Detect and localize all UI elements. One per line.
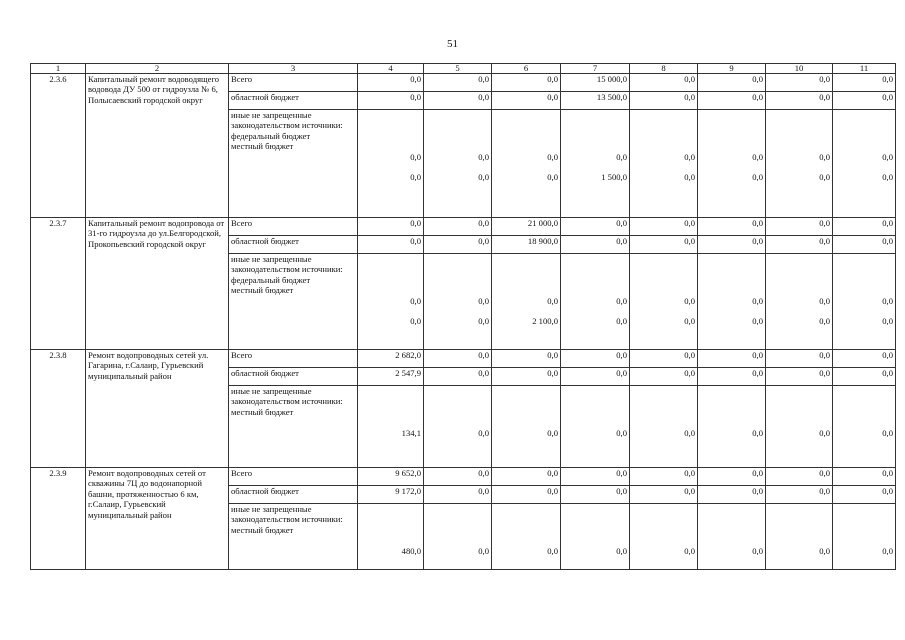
column-header: 4 — [358, 64, 424, 74]
cell-value: 0,0 — [561, 368, 630, 386]
cell-value-group — [358, 254, 424, 350]
spacer — [494, 162, 558, 172]
spacer — [835, 110, 893, 152]
federal-value: 0,0 — [752, 151, 763, 162]
local-value: 0,0 — [684, 316, 695, 327]
spacer — [494, 110, 558, 152]
cell-value-group — [833, 254, 896, 350]
table-row — [31, 218, 896, 236]
cell-value: 0,0 — [630, 74, 698, 92]
local-value: 480,0 — [401, 545, 421, 556]
cell-value: 0,0 — [766, 350, 833, 368]
local-value: 0,0 — [684, 172, 695, 183]
local-value: 0,0 — [882, 172, 893, 183]
federal-value: 0,0 — [547, 295, 558, 306]
spacer — [768, 254, 830, 296]
spacer — [426, 386, 489, 428]
cell-value: 0,0 — [492, 468, 561, 486]
column-header: 3 — [229, 64, 358, 74]
cell-value: 0,0 — [424, 486, 492, 504]
spacer — [632, 386, 695, 428]
cell-value: 0,0 — [766, 486, 833, 504]
local-value: 0,0 — [410, 316, 421, 327]
cell-value: 0,0 — [698, 350, 766, 368]
column-header: 5 — [424, 64, 492, 74]
local-value: 0,0 — [616, 427, 627, 438]
spacer — [835, 504, 893, 546]
cell-value-group — [698, 254, 766, 350]
cell-value: 0,0 — [766, 218, 833, 236]
cell-value: 0,0 — [561, 486, 630, 504]
cell-value: 0,0 — [358, 218, 424, 236]
item-code: 2.3.6 — [31, 74, 86, 218]
spacer — [700, 110, 763, 152]
source-label-regional: областной бюджет — [229, 368, 358, 386]
cell-value: 0,0 — [358, 74, 424, 92]
spacer — [768, 162, 830, 172]
cell-value-group — [561, 386, 630, 468]
other-sources-label: иные не запрещенные законодательством источники: — [231, 110, 343, 131]
column-header: 9 — [698, 64, 766, 74]
local-value: 0,0 — [616, 316, 627, 327]
source-label-other — [229, 386, 358, 468]
cell-value: 0,0 — [833, 236, 896, 254]
other-sources-label: иные не запрещенные законодательством источники: — [231, 504, 343, 525]
cell-value: 0,0 — [424, 74, 492, 92]
cell-value: 0,0 — [561, 350, 630, 368]
cell-value: 2 682,0 — [358, 350, 424, 368]
local-value: 0,0 — [684, 427, 695, 438]
cell-value: 0,0 — [492, 368, 561, 386]
cell-value-group — [492, 504, 561, 570]
cell-value: 0,0 — [561, 236, 630, 254]
federal-value: 0,0 — [478, 295, 489, 306]
cell-value: 0,0 — [698, 468, 766, 486]
cell-value: 0,0 — [766, 468, 833, 486]
source-label-total: Всего — [229, 468, 358, 486]
spacer — [835, 162, 893, 172]
local-value: 0,0 — [684, 545, 695, 556]
cell-value-group — [358, 386, 424, 468]
item-code: 2.3.8 — [31, 350, 86, 468]
cell-value-group — [698, 110, 766, 218]
cell-value: 0,0 — [492, 92, 561, 110]
cell-value-group — [358, 504, 424, 570]
cell-value-group — [698, 504, 766, 570]
spacer — [563, 386, 627, 428]
local-value: 0,0 — [819, 316, 830, 327]
spacer — [632, 504, 695, 546]
cell-value-group — [492, 110, 561, 218]
cell-value-group — [424, 386, 492, 468]
spacer — [835, 254, 893, 296]
local-value: 0,0 — [547, 545, 558, 556]
item-code: 2.3.7 — [31, 218, 86, 350]
federal-value: 0,0 — [616, 295, 627, 306]
item-description: Ремонт водопроводных сетей ул. Гагарина, г.Салаир, Гурьевский муниципальный район — [86, 350, 229, 468]
cell-value: 0,0 — [698, 236, 766, 254]
cell-value: 0,0 — [630, 368, 698, 386]
spacer — [426, 162, 489, 172]
federal-value: 0,0 — [547, 151, 558, 162]
table-row — [31, 350, 896, 368]
local-value: 0,0 — [752, 316, 763, 327]
item-description: Ремонт водопроводных сетей от скважины 7Ц до водонапорной башни, протяженностью 6 км, г.Салаир, Гурьевский муниципальный район — [86, 468, 229, 570]
local-value: 0,0 — [882, 545, 893, 556]
source-label-other — [229, 504, 358, 570]
spacer — [768, 504, 830, 546]
source-label-regional: областной бюджет — [229, 236, 358, 254]
cell-value-group — [766, 110, 833, 218]
cell-value-group — [630, 504, 698, 570]
federal-value: 0,0 — [882, 151, 893, 162]
local-value: 2 100,0 — [532, 316, 558, 327]
spacer — [360, 306, 421, 316]
cell-value-group — [766, 254, 833, 350]
local-value: 0,0 — [752, 427, 763, 438]
local-value: 0,0 — [410, 172, 421, 183]
spacer — [563, 162, 627, 172]
source-label-other — [229, 110, 358, 218]
spacer — [494, 504, 558, 546]
spacer — [632, 306, 695, 316]
local-value: 0,0 — [819, 427, 830, 438]
spacer — [563, 110, 627, 152]
cell-value: 0,0 — [424, 468, 492, 486]
cell-value: 0,0 — [630, 218, 698, 236]
local-value: 0,0 — [882, 427, 893, 438]
spacer — [360, 110, 421, 152]
spacer — [426, 110, 489, 152]
cell-value-group — [492, 386, 561, 468]
table-row — [31, 74, 896, 92]
cell-value: 0,0 — [766, 74, 833, 92]
local-value: 134,1 — [401, 427, 421, 438]
item-code: 2.3.9 — [31, 468, 86, 570]
cell-value-group — [698, 386, 766, 468]
local-value: 1 500,0 — [601, 172, 627, 183]
column-header: 2 — [86, 64, 229, 74]
spacer — [700, 254, 763, 296]
cell-value: 9 652,0 — [358, 468, 424, 486]
local-value: 0,0 — [478, 427, 489, 438]
cell-value-group — [630, 110, 698, 218]
column-header: 8 — [630, 64, 698, 74]
local-value: 0,0 — [547, 172, 558, 183]
cell-value: 0,0 — [833, 350, 896, 368]
cell-value: 0,0 — [424, 368, 492, 386]
cell-value: 0,0 — [424, 350, 492, 368]
spacer — [426, 504, 489, 546]
cell-value: 15 000,0 — [561, 74, 630, 92]
spacer — [835, 386, 893, 428]
federal-value: 0,0 — [752, 295, 763, 306]
spacer — [632, 110, 695, 152]
cell-value: 21 000,0 — [492, 218, 561, 236]
cell-value: 0,0 — [492, 74, 561, 92]
spacer — [360, 254, 421, 296]
spacer — [700, 504, 763, 546]
cell-value-group — [424, 504, 492, 570]
cell-value: 0,0 — [698, 218, 766, 236]
spacer — [563, 504, 627, 546]
federal-value: 0,0 — [819, 295, 830, 306]
spacer — [768, 110, 830, 152]
cell-value: 0,0 — [833, 218, 896, 236]
federal-value: 0,0 — [410, 151, 421, 162]
cell-value: 0,0 — [358, 92, 424, 110]
page-number: 51 — [447, 38, 458, 50]
column-header: 11 — [833, 64, 896, 74]
cell-value: 0,0 — [766, 368, 833, 386]
local-value: 0,0 — [547, 427, 558, 438]
spacer — [360, 504, 421, 546]
cell-value-group — [424, 110, 492, 218]
cell-value: 0,0 — [358, 236, 424, 254]
cell-value-group — [833, 386, 896, 468]
local-value: 0,0 — [882, 316, 893, 327]
cell-value: 0,0 — [492, 350, 561, 368]
cell-value: 0,0 — [698, 368, 766, 386]
cell-value-group — [766, 386, 833, 468]
cell-value: 0,0 — [424, 236, 492, 254]
cell-value-group — [630, 386, 698, 468]
spacer — [494, 386, 558, 428]
local-value: 0,0 — [752, 172, 763, 183]
source-label-total: Всего — [229, 350, 358, 368]
source-label-other — [229, 254, 358, 350]
column-header: 10 — [766, 64, 833, 74]
spacer — [563, 306, 627, 316]
other-sources-label: иные не запрещенные законодательством источники: — [231, 386, 343, 407]
cell-value: 0,0 — [630, 92, 698, 110]
item-description: Капитальный ремонт водопровода от 31-го гидроузла до ул.Белгородской, Прокопьевский городской округ — [86, 218, 229, 350]
spacer — [360, 162, 421, 172]
cell-value-group — [358, 110, 424, 218]
column-header: 1 — [31, 64, 86, 74]
cell-value-group — [561, 504, 630, 570]
cell-value-group — [492, 254, 561, 350]
spacer — [768, 386, 830, 428]
cell-value-group — [766, 504, 833, 570]
cell-value: 18 900,0 — [492, 236, 561, 254]
source-label-regional: областной бюджет — [229, 486, 358, 504]
federal-budget-label: федеральный бюджет — [231, 274, 311, 285]
spacer — [426, 254, 489, 296]
column-header-row — [31, 64, 896, 74]
spacer — [494, 254, 558, 296]
table-row — [31, 468, 896, 486]
local-budget-label: местный бюджет — [231, 141, 294, 152]
federal-budget-label: федеральный бюджет — [231, 130, 311, 141]
spacer — [494, 306, 558, 316]
spacer — [563, 254, 627, 296]
local-value: 0,0 — [478, 316, 489, 327]
spacer — [700, 306, 763, 316]
spacer — [700, 386, 763, 428]
cell-value: 0,0 — [833, 74, 896, 92]
federal-value: 0,0 — [684, 151, 695, 162]
cell-value: 0,0 — [561, 218, 630, 236]
local-value: 0,0 — [819, 172, 830, 183]
federal-value: 0,0 — [819, 151, 830, 162]
spacer — [700, 162, 763, 172]
source-label-total: Всего — [229, 74, 358, 92]
cell-value-group — [561, 254, 630, 350]
spacer — [426, 306, 489, 316]
cell-value: 0,0 — [630, 486, 698, 504]
cell-value: 0,0 — [698, 74, 766, 92]
federal-value: 0,0 — [684, 295, 695, 306]
cell-value-group — [630, 254, 698, 350]
cell-value: 0,0 — [630, 350, 698, 368]
cell-value: 0,0 — [492, 486, 561, 504]
spacer — [768, 306, 830, 316]
cell-value: 0,0 — [766, 92, 833, 110]
spacer — [632, 162, 695, 172]
cell-value: 13 500,0 — [561, 92, 630, 110]
cell-value: 0,0 — [630, 236, 698, 254]
federal-value: 0,0 — [882, 295, 893, 306]
spacer — [360, 386, 421, 428]
budget-table — [30, 63, 896, 570]
local-value: 0,0 — [819, 545, 830, 556]
source-label-total: Всего — [229, 218, 358, 236]
cell-value: 9 172,0 — [358, 486, 424, 504]
local-budget-label: местный бюджет — [231, 524, 294, 535]
cell-value: 0,0 — [833, 368, 896, 386]
local-value: 0,0 — [752, 545, 763, 556]
source-label-regional: областной бюджет — [229, 92, 358, 110]
cell-value: 0,0 — [561, 468, 630, 486]
cell-value: 0,0 — [766, 236, 833, 254]
cell-value: 2 547,9 — [358, 368, 424, 386]
cell-value: 0,0 — [833, 486, 896, 504]
local-budget-label: местный бюджет — [231, 285, 294, 296]
column-header: 6 — [492, 64, 561, 74]
cell-value: 0,0 — [698, 92, 766, 110]
spacer — [835, 306, 893, 316]
federal-value: 0,0 — [616, 151, 627, 162]
cell-value: 0,0 — [698, 486, 766, 504]
cell-value: 0,0 — [424, 218, 492, 236]
other-sources-label: иные не запрещенные законодательством источники: — [231, 254, 343, 275]
local-value: 0,0 — [478, 545, 489, 556]
cell-value: 0,0 — [630, 468, 698, 486]
cell-value-group — [833, 504, 896, 570]
item-description: Капитальный ремонт водоводящего водовода ДУ 500 от гидроузла № 6, Полысаевский городской округ — [86, 74, 229, 218]
column-header: 7 — [561, 64, 630, 74]
local-value: 0,0 — [478, 172, 489, 183]
cell-value: 0,0 — [833, 468, 896, 486]
cell-value-group — [424, 254, 492, 350]
spacer — [632, 254, 695, 296]
cell-value: 0,0 — [424, 92, 492, 110]
cell-value-group — [561, 110, 630, 218]
federal-value: 0,0 — [478, 151, 489, 162]
cell-value-group — [833, 110, 896, 218]
local-value: 0,0 — [616, 545, 627, 556]
local-budget-label: местный бюджет — [231, 406, 294, 417]
cell-value: 0,0 — [833, 92, 896, 110]
federal-value: 0,0 — [410, 295, 421, 306]
